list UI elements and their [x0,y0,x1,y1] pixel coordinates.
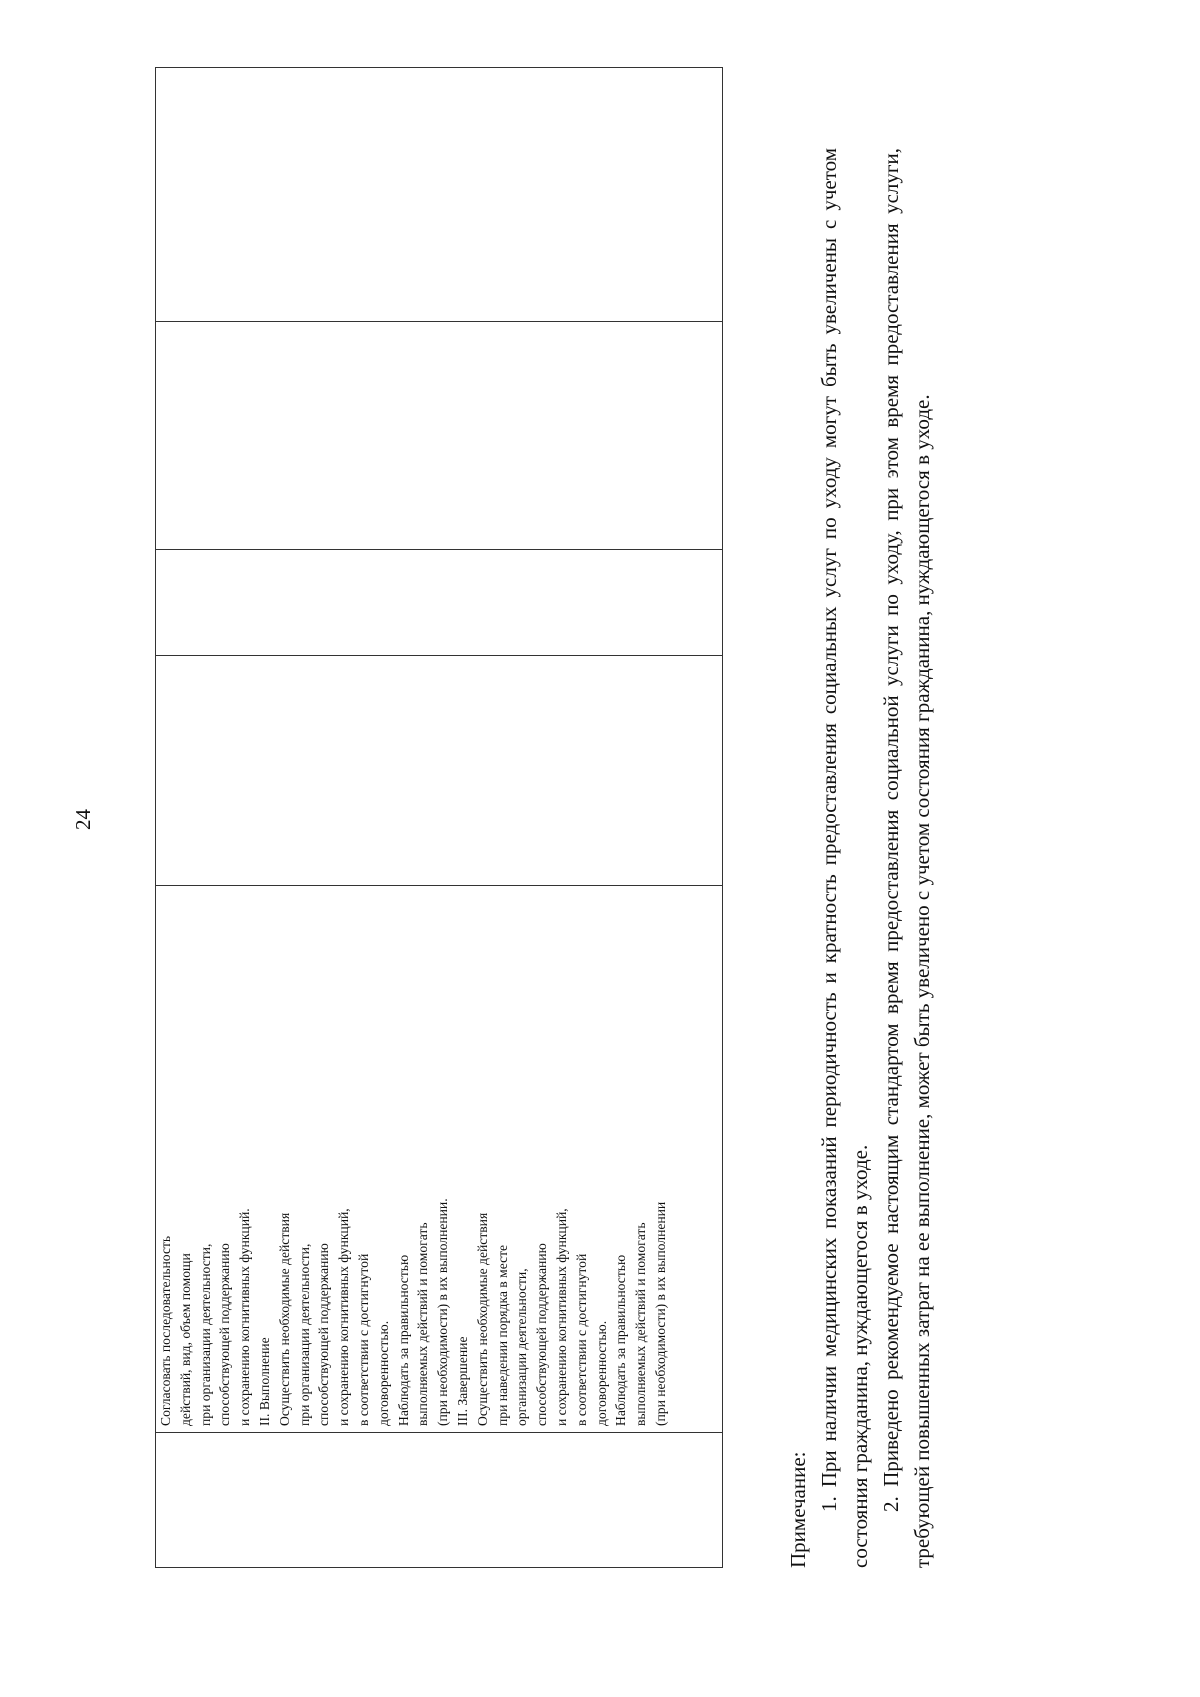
procedure-step-line: при организации деятельности, [197,1243,213,1426]
procedure-step-line: договоренностью. [593,1320,609,1426]
table-cell-empty [156,656,723,886]
table-cell-empty [156,550,723,656]
table-cell-empty [156,68,723,322]
procedure-step-line: Наблюдать за правильностью [613,1254,629,1426]
procedure-step-line: II. Выполнение [256,1337,272,1426]
procedure-step-line: Осуществить необходимые действия [276,1212,292,1426]
procedure-step-line: и сохранению когнитивных функций. [237,1208,253,1426]
procedure-step-line: и сохранению когнитивных функций, [336,1208,352,1426]
procedure-step-line: организации деятельности, [514,1268,530,1426]
procedure-step-line: III. Завершение [454,1336,470,1426]
procedure-steps [156,886,671,1432]
procedure-step-line: Согласовать последовательность [158,1235,173,1426]
rotated-landscape-content [155,148,934,1568]
notes-section [783,148,938,1568]
procedure-step-line: способствующей поддержанию [217,1243,233,1426]
procedure-step-line: действий, вид, объем помощи [177,1253,193,1426]
procedure-step-line: способствующей поддержанию [316,1243,332,1426]
note-item-2: 2. Приведено рекомендуемое настоящим стандартом время предоставления социальной услуги по уходу, при этом время предоставления услуги, требующей повышенных затрат на ее выполнение, может быть увеличено с учетом состояния гражданина, нуждающегося в уходе. [879,148,934,1568]
procedure-step-line: выполняемых действий и помогать [633,1222,649,1426]
procedure-step-line: при наведении порядка в месте [494,1244,510,1426]
procedure-step-line: (при необходимости) в их выполнении [652,1201,668,1426]
procedure-step-line: в соответствии с достигнутой [573,1253,589,1426]
page-number: 24 [71,809,95,830]
procedure-step-line: выполняемых действий и помогать [415,1222,431,1426]
procedure-step-line: Осуществить необходимые действия [474,1212,490,1426]
table-row [156,68,723,1568]
notes-heading: Примечание: [786,1451,810,1568]
note-item-1: 1. При наличии медицинских показаний периодичность и кратность предоставления социальных услуг по уходу могут быть увеличены с учетом состояния гражданина, нуждающегося в уходе. [817,148,872,1568]
procedure-step-line: при организации деятельности, [296,1243,312,1426]
table-cell-procedure-steps [156,886,723,1433]
procedure-step-line: способствующей поддержанию [534,1243,550,1426]
table-cell-empty [156,1433,723,1568]
procedure-step-line: Наблюдать за правильностью [395,1254,411,1426]
table-cell-empty [156,322,723,550]
procedure-step-line: (при необходимости) в их выполнении. [435,1198,451,1426]
procedure-step-line: договоренностью. [375,1320,391,1426]
procedure-step-line: в соответствии с достигнутой [355,1253,371,1426]
service-standard-table [155,67,723,1568]
procedure-step-line: и сохранению когнитивных функций, [553,1208,569,1426]
